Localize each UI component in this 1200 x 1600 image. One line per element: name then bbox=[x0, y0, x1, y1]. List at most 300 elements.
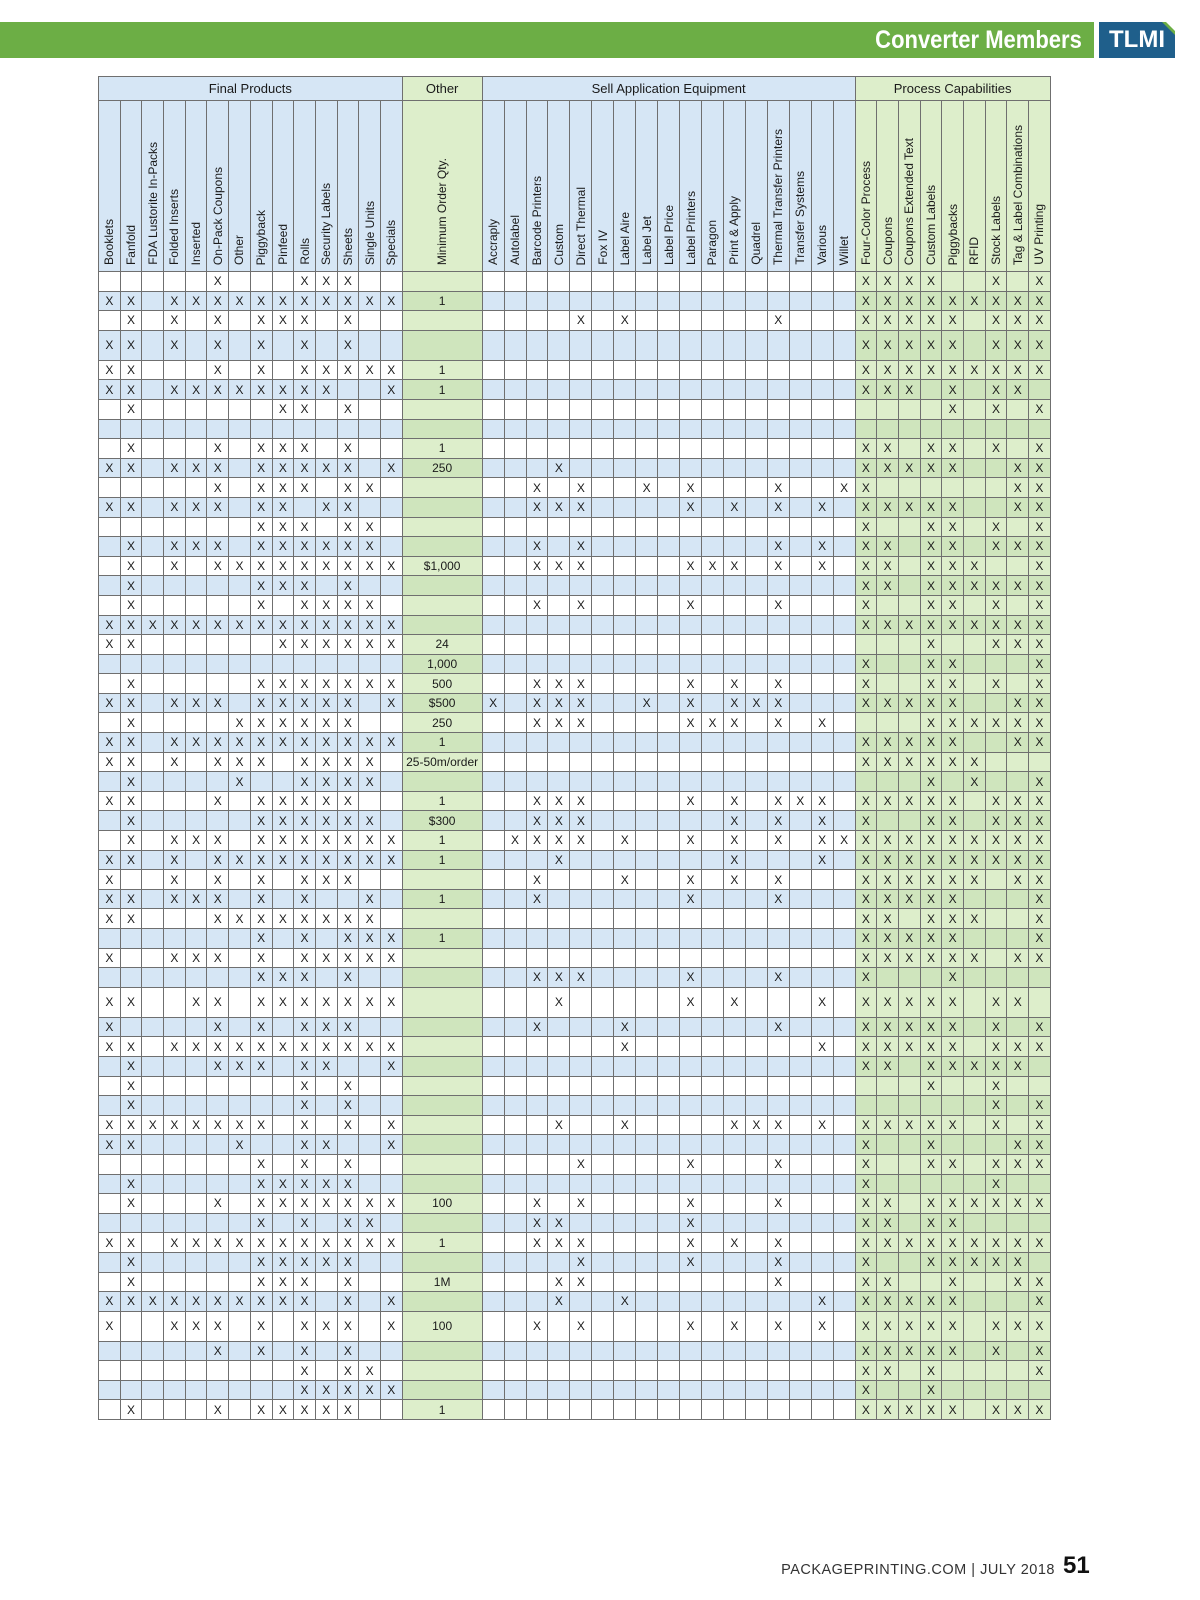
check-cell: X bbox=[207, 556, 229, 576]
check-cell bbox=[767, 1361, 789, 1381]
check-cell bbox=[680, 439, 702, 459]
check-cell bbox=[680, 291, 702, 311]
column-header-label: Security Labels bbox=[319, 182, 334, 265]
check-cell bbox=[636, 1174, 658, 1194]
check-cell: X bbox=[1007, 1400, 1029, 1420]
check-cell bbox=[359, 1056, 381, 1076]
check-cell bbox=[811, 1361, 833, 1381]
check-cell bbox=[504, 1252, 526, 1272]
check-cell bbox=[185, 654, 207, 674]
check-cell bbox=[1007, 595, 1029, 615]
check-cell: X bbox=[207, 272, 229, 292]
check-cell: X bbox=[185, 948, 207, 968]
check-cell bbox=[272, 330, 294, 360]
check-cell bbox=[702, 399, 724, 419]
check-cell bbox=[482, 330, 504, 360]
check-cell bbox=[548, 1194, 570, 1214]
check-cell bbox=[745, 1252, 767, 1272]
check-cell: X bbox=[142, 615, 164, 635]
check-cell: X bbox=[250, 1400, 272, 1420]
check-cell bbox=[680, 811, 702, 831]
check-cell bbox=[614, 517, 636, 537]
check-cell: X bbox=[964, 576, 986, 596]
check-cell: X bbox=[942, 576, 964, 596]
check-cell bbox=[142, 419, 164, 439]
check-cell bbox=[964, 987, 986, 1017]
check-cell: X bbox=[570, 674, 592, 694]
check-cell bbox=[482, 497, 504, 517]
check-cell: X bbox=[877, 948, 899, 968]
check-cell bbox=[702, 870, 724, 890]
check-cell bbox=[482, 1194, 504, 1214]
table-row bbox=[99, 870, 1051, 890]
check-cell: X bbox=[207, 948, 229, 968]
check-cell: X bbox=[920, 458, 942, 478]
check-cell bbox=[811, 1194, 833, 1214]
check-cell bbox=[811, 772, 833, 792]
check-cell: X bbox=[920, 733, 942, 753]
check-cell bbox=[767, 1096, 789, 1116]
check-cell bbox=[833, 909, 855, 929]
check-cell: X bbox=[272, 399, 294, 419]
check-cell bbox=[702, 1017, 724, 1037]
check-cell: X bbox=[942, 1037, 964, 1057]
check-cell bbox=[789, 1272, 811, 1292]
check-cell: X bbox=[570, 968, 592, 988]
check-cell: X bbox=[1029, 576, 1051, 596]
check-cell: X bbox=[229, 1233, 251, 1253]
check-cell: X bbox=[526, 870, 548, 890]
check-cell bbox=[964, 693, 986, 713]
check-cell: X bbox=[359, 635, 381, 655]
check-cell: X bbox=[942, 987, 964, 1017]
check-cell bbox=[592, 556, 614, 576]
check-cell bbox=[636, 419, 658, 439]
check-cell: X bbox=[680, 1194, 702, 1214]
check-cell bbox=[745, 752, 767, 772]
check-cell bbox=[504, 1115, 526, 1135]
check-cell: X bbox=[570, 693, 592, 713]
check-cell: X bbox=[185, 380, 207, 400]
check-cell: X bbox=[294, 1056, 316, 1076]
check-cell: X bbox=[315, 380, 337, 400]
min-order-cell bbox=[402, 772, 482, 792]
table-row bbox=[99, 1115, 1051, 1135]
check-cell bbox=[877, 1076, 899, 1096]
column-header-label: Thermal Transfer Printers bbox=[771, 128, 786, 265]
check-cell bbox=[99, 595, 121, 615]
check-cell bbox=[229, 1154, 251, 1174]
column-header-label: Direct Thermal bbox=[573, 186, 588, 265]
check-cell: X bbox=[164, 948, 186, 968]
check-cell bbox=[723, 458, 745, 478]
check-cell bbox=[789, 1135, 811, 1155]
check-cell bbox=[833, 693, 855, 713]
check-cell bbox=[636, 929, 658, 949]
column-header bbox=[855, 101, 877, 272]
check-cell: X bbox=[526, 1233, 548, 1253]
check-cell bbox=[504, 1017, 526, 1037]
min-order-cell: 1 bbox=[402, 889, 482, 909]
table-row bbox=[99, 929, 1051, 949]
check-cell: X bbox=[207, 850, 229, 870]
check-cell: X bbox=[985, 987, 1007, 1017]
check-cell: X bbox=[680, 1233, 702, 1253]
check-cell: X bbox=[337, 1400, 359, 1420]
check-cell bbox=[142, 635, 164, 655]
check-cell bbox=[272, 1213, 294, 1233]
check-cell bbox=[1007, 1115, 1029, 1135]
check-cell: X bbox=[185, 693, 207, 713]
check-cell bbox=[745, 595, 767, 615]
check-cell bbox=[636, 1292, 658, 1312]
check-cell bbox=[142, 1135, 164, 1155]
table-row bbox=[99, 1252, 1051, 1272]
check-cell: X bbox=[294, 330, 316, 360]
check-cell bbox=[185, 791, 207, 811]
check-cell: X bbox=[1029, 948, 1051, 968]
check-cell: X bbox=[898, 889, 920, 909]
check-cell bbox=[164, 478, 186, 498]
check-cell bbox=[833, 311, 855, 331]
check-cell bbox=[315, 419, 337, 439]
check-cell bbox=[570, 615, 592, 635]
check-cell: X bbox=[120, 811, 142, 831]
check-cell bbox=[526, 380, 548, 400]
check-cell bbox=[1007, 752, 1029, 772]
check-cell bbox=[789, 889, 811, 909]
check-cell bbox=[833, 1311, 855, 1341]
check-cell bbox=[1029, 1056, 1051, 1076]
min-order-cell bbox=[402, 399, 482, 419]
check-cell bbox=[99, 1400, 121, 1420]
check-cell: X bbox=[99, 330, 121, 360]
check-cell: X bbox=[920, 1194, 942, 1214]
check-cell bbox=[680, 929, 702, 949]
check-cell bbox=[745, 635, 767, 655]
check-cell: X bbox=[120, 752, 142, 772]
column-header-label: Label Jet bbox=[639, 216, 654, 265]
check-cell bbox=[207, 968, 229, 988]
check-cell bbox=[570, 1292, 592, 1312]
check-cell: X bbox=[120, 1115, 142, 1135]
check-cell bbox=[680, 1076, 702, 1096]
check-cell bbox=[723, 968, 745, 988]
min-order-cell: 1,000 bbox=[402, 654, 482, 674]
check-cell bbox=[380, 537, 402, 557]
check-cell bbox=[723, 1292, 745, 1312]
check-cell: X bbox=[964, 831, 986, 851]
check-cell bbox=[636, 537, 658, 557]
check-cell: X bbox=[898, 693, 920, 713]
check-cell bbox=[164, 576, 186, 596]
check-cell bbox=[811, 595, 833, 615]
check-cell: X bbox=[250, 439, 272, 459]
min-order-cell bbox=[402, 1017, 482, 1037]
check-cell bbox=[570, 1213, 592, 1233]
check-cell bbox=[811, 1174, 833, 1194]
check-cell bbox=[315, 929, 337, 949]
check-cell bbox=[272, 889, 294, 909]
check-cell: X bbox=[1029, 1017, 1051, 1037]
check-cell bbox=[985, 968, 1007, 988]
check-cell: X bbox=[877, 1233, 899, 1253]
check-cell bbox=[789, 1233, 811, 1253]
check-cell bbox=[985, 1213, 1007, 1233]
table-row bbox=[99, 1076, 1051, 1096]
table-row bbox=[99, 537, 1051, 557]
check-cell bbox=[526, 360, 548, 380]
check-cell: X bbox=[680, 831, 702, 851]
check-cell bbox=[504, 291, 526, 311]
check-cell: X bbox=[811, 1311, 833, 1341]
check-cell: X bbox=[359, 1233, 381, 1253]
check-cell: X bbox=[99, 850, 121, 870]
check-cell bbox=[767, 752, 789, 772]
check-cell: X bbox=[250, 330, 272, 360]
check-cell: X bbox=[359, 1380, 381, 1400]
check-cell: X bbox=[767, 889, 789, 909]
check-cell bbox=[229, 929, 251, 949]
check-cell bbox=[767, 1400, 789, 1420]
check-cell: X bbox=[985, 811, 1007, 831]
check-cell bbox=[898, 439, 920, 459]
check-cell bbox=[811, 909, 833, 929]
check-cell bbox=[1007, 889, 1029, 909]
check-cell bbox=[614, 478, 636, 498]
min-order-cell: 1 bbox=[402, 291, 482, 311]
check-cell bbox=[1029, 1213, 1051, 1233]
check-cell bbox=[789, 1311, 811, 1341]
check-cell bbox=[482, 850, 504, 870]
check-cell bbox=[142, 478, 164, 498]
check-cell bbox=[526, 772, 548, 792]
check-cell bbox=[833, 850, 855, 870]
check-cell bbox=[833, 1154, 855, 1174]
check-cell bbox=[504, 752, 526, 772]
check-cell: X bbox=[1007, 987, 1029, 1017]
check-cell: X bbox=[920, 1115, 942, 1135]
column-header bbox=[337, 101, 359, 272]
check-cell: X bbox=[877, 1361, 899, 1381]
check-cell: X bbox=[1007, 635, 1029, 655]
check-cell: X bbox=[855, 1380, 877, 1400]
check-cell bbox=[723, 1017, 745, 1037]
check-cell bbox=[548, 517, 570, 537]
check-cell bbox=[592, 1252, 614, 1272]
check-cell bbox=[985, 772, 1007, 792]
check-cell bbox=[164, 439, 186, 459]
check-cell bbox=[142, 1194, 164, 1214]
check-cell bbox=[789, 1037, 811, 1057]
check-cell bbox=[570, 439, 592, 459]
check-cell: X bbox=[920, 360, 942, 380]
check-cell bbox=[985, 654, 1007, 674]
table-row bbox=[99, 1194, 1051, 1214]
check-cell bbox=[745, 399, 767, 419]
check-cell: X bbox=[898, 831, 920, 851]
check-cell: X bbox=[877, 1037, 899, 1057]
check-cell bbox=[142, 1154, 164, 1174]
check-cell bbox=[570, 419, 592, 439]
check-cell bbox=[789, 1154, 811, 1174]
check-cell bbox=[592, 693, 614, 713]
check-cell bbox=[680, 615, 702, 635]
check-cell bbox=[315, 1341, 337, 1361]
check-cell: X bbox=[359, 1361, 381, 1381]
check-cell: X bbox=[250, 674, 272, 694]
check-cell: X bbox=[272, 291, 294, 311]
check-cell: X bbox=[250, 537, 272, 557]
check-cell bbox=[767, 948, 789, 968]
check-cell bbox=[767, 987, 789, 1017]
column-header bbox=[1029, 101, 1051, 272]
check-cell bbox=[855, 635, 877, 655]
min-order-cell: 100 bbox=[402, 1311, 482, 1341]
check-cell bbox=[504, 478, 526, 498]
check-cell: X bbox=[920, 1380, 942, 1400]
check-cell: X bbox=[877, 1056, 899, 1076]
check-cell bbox=[680, 517, 702, 537]
check-cell bbox=[337, 380, 359, 400]
check-cell: X bbox=[482, 693, 504, 713]
check-cell bbox=[592, 595, 614, 615]
check-cell: X bbox=[337, 360, 359, 380]
check-cell bbox=[833, 458, 855, 478]
check-cell bbox=[702, 968, 724, 988]
check-cell bbox=[614, 1252, 636, 1272]
table-row bbox=[99, 399, 1051, 419]
check-cell bbox=[680, 380, 702, 400]
check-cell: X bbox=[99, 693, 121, 713]
check-cell: X bbox=[680, 497, 702, 517]
check-cell bbox=[548, 478, 570, 498]
check-cell bbox=[789, 831, 811, 851]
check-cell: X bbox=[164, 311, 186, 331]
check-cell: X bbox=[250, 556, 272, 576]
check-cell bbox=[1007, 1380, 1029, 1400]
check-cell bbox=[702, 791, 724, 811]
check-cell bbox=[789, 1194, 811, 1214]
check-cell: X bbox=[294, 713, 316, 733]
check-cell bbox=[811, 870, 833, 890]
check-cell: X bbox=[680, 987, 702, 1017]
check-cell: X bbox=[942, 517, 964, 537]
check-cell: X bbox=[570, 537, 592, 557]
check-cell bbox=[570, 929, 592, 949]
check-cell bbox=[767, 635, 789, 655]
check-cell bbox=[745, 674, 767, 694]
check-cell: X bbox=[702, 713, 724, 733]
check-cell bbox=[380, 595, 402, 615]
check-cell: X bbox=[337, 311, 359, 331]
check-cell: X bbox=[723, 713, 745, 733]
check-cell: X bbox=[294, 1341, 316, 1361]
check-cell bbox=[207, 635, 229, 655]
check-cell bbox=[142, 1361, 164, 1381]
column-header bbox=[1007, 101, 1029, 272]
check-cell bbox=[898, 713, 920, 733]
check-cell: X bbox=[294, 791, 316, 811]
check-cell: X bbox=[380, 1135, 402, 1155]
check-cell: X bbox=[855, 654, 877, 674]
check-cell bbox=[592, 929, 614, 949]
min-order-cell bbox=[402, 419, 482, 439]
check-cell: X bbox=[294, 458, 316, 478]
check-cell bbox=[207, 1380, 229, 1400]
check-cell: X bbox=[877, 909, 899, 929]
check-cell: X bbox=[250, 948, 272, 968]
check-cell: X bbox=[1029, 929, 1051, 949]
check-cell bbox=[380, 791, 402, 811]
check-cell bbox=[164, 1194, 186, 1214]
check-cell bbox=[1007, 419, 1029, 439]
check-cell bbox=[570, 360, 592, 380]
check-cell: X bbox=[294, 291, 316, 311]
check-cell bbox=[592, 399, 614, 419]
check-cell: X bbox=[942, 831, 964, 851]
check-cell: X bbox=[985, 1233, 1007, 1253]
check-cell bbox=[526, 1361, 548, 1381]
check-cell bbox=[359, 1400, 381, 1420]
check-cell: X bbox=[207, 311, 229, 331]
min-order-cell bbox=[402, 968, 482, 988]
check-cell bbox=[229, 1252, 251, 1272]
check-cell: X bbox=[250, 1017, 272, 1037]
check-cell bbox=[636, 311, 658, 331]
check-cell bbox=[833, 272, 855, 292]
check-cell bbox=[745, 1272, 767, 1292]
check-cell: X bbox=[920, 870, 942, 890]
check-cell: X bbox=[767, 311, 789, 331]
check-cell: X bbox=[1029, 1037, 1051, 1057]
check-cell bbox=[229, 987, 251, 1017]
check-cell bbox=[482, 791, 504, 811]
check-cell: X bbox=[942, 733, 964, 753]
check-cell: X bbox=[207, 693, 229, 713]
check-cell: X bbox=[250, 752, 272, 772]
table-row bbox=[99, 850, 1051, 870]
check-cell: X bbox=[315, 272, 337, 292]
check-cell: X bbox=[272, 968, 294, 988]
check-cell: X bbox=[294, 1292, 316, 1312]
check-cell: X bbox=[723, 497, 745, 517]
check-cell bbox=[570, 380, 592, 400]
check-cell bbox=[833, 1037, 855, 1057]
check-cell: X bbox=[548, 1292, 570, 1312]
check-cell bbox=[359, 654, 381, 674]
check-cell: X bbox=[898, 360, 920, 380]
check-cell: X bbox=[898, 1115, 920, 1135]
check-cell bbox=[658, 1213, 680, 1233]
check-cell: X bbox=[294, 831, 316, 851]
check-cell: X bbox=[898, 1017, 920, 1037]
check-cell: X bbox=[526, 889, 548, 909]
check-cell bbox=[526, 1135, 548, 1155]
check-cell: X bbox=[380, 1233, 402, 1253]
check-cell bbox=[504, 1272, 526, 1292]
check-cell: X bbox=[207, 478, 229, 498]
check-cell bbox=[120, 1154, 142, 1174]
check-cell bbox=[380, 968, 402, 988]
check-cell bbox=[636, 713, 658, 733]
check-cell bbox=[636, 968, 658, 988]
check-cell bbox=[99, 1174, 121, 1194]
check-cell bbox=[680, 1361, 702, 1381]
check-cell bbox=[185, 576, 207, 596]
table-row bbox=[99, 635, 1051, 655]
check-cell: X bbox=[811, 831, 833, 851]
